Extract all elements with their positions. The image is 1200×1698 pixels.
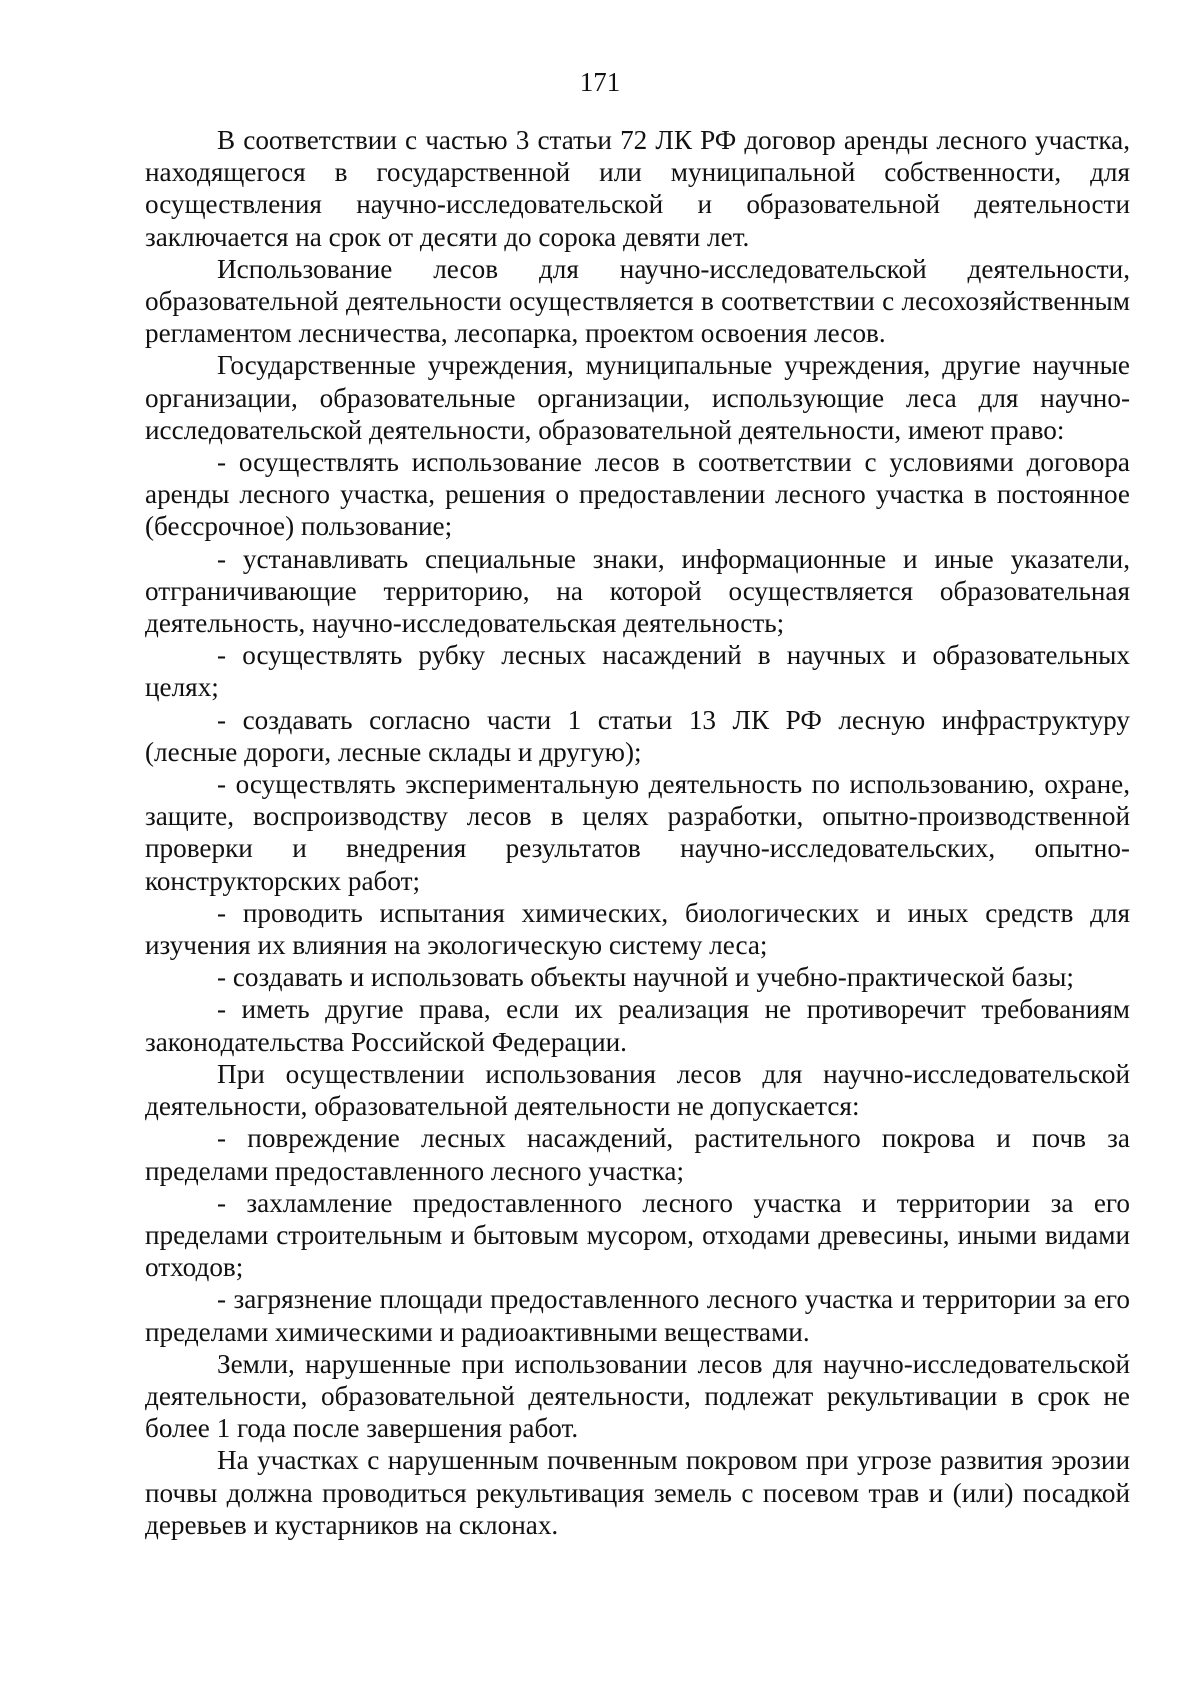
list-item-right: - осуществлять экспериментальную деятельность по использованию, охране, защите, воспроизводству лесов в целях разработки, опытно-производственной проверки и внедрения результатов научно-исследовательских, опытно-конструкторских работ; xyxy=(145,769,1130,896)
list-item-prohibition: - захламление предоставленного лесного участка и территории за его пределами строительным и бытовым мусором, отходами древесины, иными видами отходов; xyxy=(145,1187,1130,1283)
list-item-right: - создавать согласно части 1 статьи 13 ЛК РФ лесную инфраструктуру (лесные дороги, лесные склады и другую); xyxy=(145,704,1130,767)
paragraph-forest-use: Использование лесов для научно-исследовательской деятельности, образовательной деятельности осуществляется в соответствии с лесохозяйственным регламентом лесничества, лесопарка, проектом освоения лесов. xyxy=(145,253,1130,349)
paragraph-erosion: На участках с нарушенным почвенным покровом при угрозе развития эрозии почвы должна проводиться рекультивация земель с посевом трав и (или) посадкой деревьев и кустарников на склонах. xyxy=(145,1445,1130,1540)
list-item-right: - иметь другие права, если их реализация не противоречит требованиям законодательства Российской Федерации. xyxy=(145,994,1130,1057)
paragraph-rights-intro: Государственные учреждения, муниципальные учреждения, другие научные организации, образовательные организации, использующие леса для научно-исследовательской деятельности, образовательной деятельности, имеют право: xyxy=(145,350,1130,445)
list-item-right: - осуществлять использование лесов в соответствии с условиями договора аренды лесного участка, решения о предоставлении лесного участка в постоянное (бессрочное) пользование; xyxy=(145,447,1130,542)
list-item-prohibition: - загрязнение площади предоставленного лесного участка и территории за его пределами химическими и радиоактивными веществами. xyxy=(145,1284,1130,1347)
list-item-right: - создавать и использовать объекты научной и учебно-практической базы; xyxy=(217,962,1074,993)
list-item-right: - осуществлять рубку лесных насаждений в научных и образовательных целях; xyxy=(145,640,1130,703)
paragraph-prohibitions-intro: При осуществлении использования лесов для научно-исследовательской деятельности, образовательной деятельности не допускается: xyxy=(145,1058,1130,1122)
paragraph-recultivation: Земли, нарушенные при использовании лесов для научно-исследовательской деятельности, образовательной деятельности, подлежат рекультивации в срок не более 1 года после завершения работ. xyxy=(145,1348,1130,1444)
paragraph-lease-term: В соответствии с частью 3 статьи 72 ЛК РФ договор аренды лесного участка, находящегося в государственной или муниципальной собственности, для осуществления научно-исследовательской и образовательной деятельности заключается на срок от десяти до сорока девяти лет. xyxy=(145,125,1130,252)
page-number: 171 xyxy=(579,67,621,97)
list-item-right: - проводить испытания химических, биологических и иных средств для изучения их влияния на экологическую систему леса; xyxy=(145,897,1130,961)
document-body xyxy=(145,124,1130,1541)
list-item-right: - устанавливать специальные знаки, информационные и иные указатели, отграничивающие территорию, на которой осуществляется образовательная деятельность, научно-исследовательская деятельность; xyxy=(145,543,1130,639)
list-item-prohibition: - повреждение лесных насаждений, растительного покрова и почв за пределами предоставленного лесного участка; xyxy=(145,1123,1130,1186)
